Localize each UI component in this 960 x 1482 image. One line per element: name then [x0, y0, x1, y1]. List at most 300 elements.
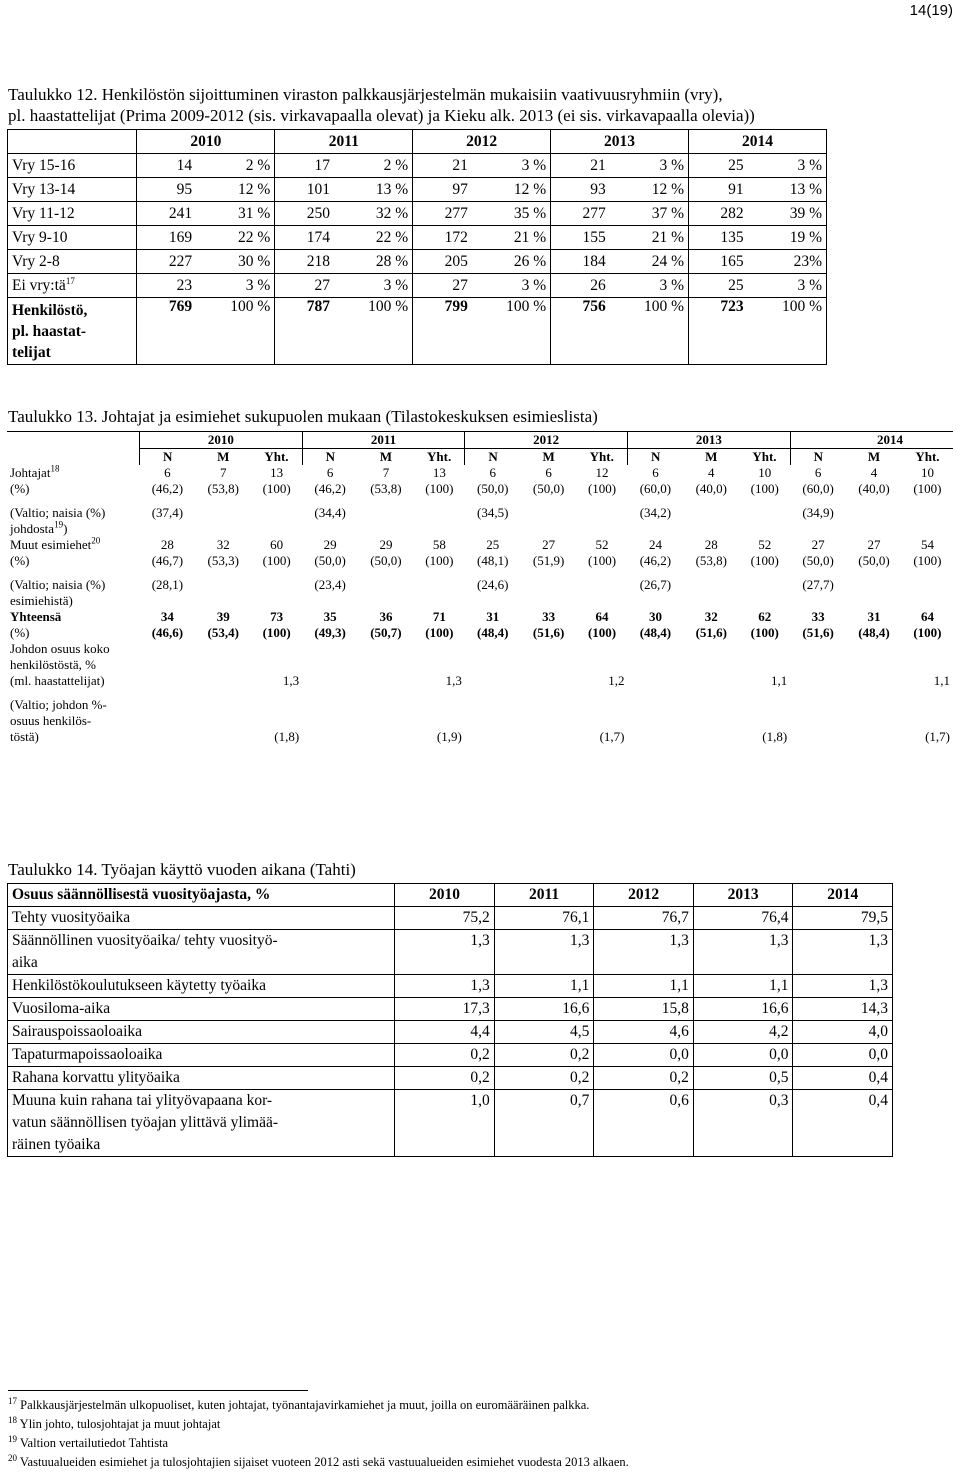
table13-cell — [302, 697, 358, 745]
table13-percent: (48,4) — [477, 625, 509, 640]
table12-cell: 97 — [413, 178, 472, 202]
table13-subhead: N — [465, 449, 521, 466]
row-label-line — [10, 625, 137, 641]
table13-value: (24,6) — [477, 577, 509, 592]
table13-percent: (46,2) — [314, 481, 346, 496]
table14-body — [8, 907, 893, 1157]
table13-value: (1,7) — [599, 729, 625, 744]
table13-cell — [358, 641, 414, 689]
table13-count: 27 — [811, 537, 825, 552]
spacer-cell — [7, 497, 953, 505]
table14-cell: 16,6 — [494, 998, 594, 1021]
table13-cell — [577, 537, 628, 569]
table13-percent: (50,0) — [858, 553, 890, 568]
footnote-number: 17 — [8, 1395, 17, 1406]
table12-cell: 3 % — [472, 274, 551, 298]
row-label-text: johdosta — [10, 521, 55, 536]
table13-cell — [902, 641, 953, 689]
table13-subhead-row — [7, 449, 953, 466]
table13-count: 71 — [432, 609, 446, 624]
table14-cell: 79,5 — [793, 907, 893, 930]
table12-cell: 3 % — [610, 274, 689, 298]
table13-row — [7, 609, 953, 641]
table14-cell: 0,4 — [793, 1067, 893, 1090]
table13-count: 4 — [708, 465, 715, 480]
table12-cell: 32 % — [334, 202, 413, 226]
table12-row — [8, 202, 827, 226]
table13-percent: (100) — [425, 553, 454, 568]
table13-cell — [358, 609, 414, 641]
table12-cell: 25 — [689, 274, 748, 298]
table13-cell — [521, 697, 577, 745]
table12-cell: 100 % — [472, 298, 551, 365]
row-label-line — [10, 481, 137, 497]
table14 — [7, 883, 893, 1157]
table12-cell: 3 % — [196, 274, 275, 298]
spacer-cell — [7, 689, 953, 697]
table13-row-label — [7, 641, 140, 689]
footnote-divider — [8, 1390, 308, 1391]
table13-cell — [846, 505, 902, 537]
table14-row-label: Säännöllinen vuosityöaika/ tehty vuosityö- aika — [8, 930, 395, 975]
table12-cell: 3 % — [334, 274, 413, 298]
table14-cell: 0,2 — [494, 1067, 594, 1090]
table13-cell — [521, 465, 577, 497]
table13-spacer — [7, 569, 953, 577]
table14-cell: 1,3 — [793, 930, 893, 975]
table13-cell — [521, 537, 577, 569]
table13-cell — [628, 505, 684, 537]
table13-count: 39 — [216, 609, 230, 624]
table13-count: 6 — [164, 465, 171, 480]
table13-subhead: N — [302, 449, 358, 466]
table12-cell: 23% — [748, 250, 827, 274]
table14-cell: 76,1 — [494, 907, 594, 930]
table13-year: 2013 — [628, 432, 791, 449]
table12-body — [8, 154, 827, 298]
table13-caption: Taulukko 13. Johtajat ja esimiehet sukupuolen mukaan (Tilastokeskuksen esimieslista) — [8, 407, 598, 426]
table13-cell — [302, 609, 358, 641]
table13-count: 34 — [160, 609, 174, 624]
table12-cell: 135 — [689, 226, 748, 250]
table13-percent: (50,0) — [370, 553, 402, 568]
table13-count: 62 — [758, 609, 772, 624]
total-label-line: pl. haastat- — [12, 323, 87, 340]
table12-cell: 23 — [137, 274, 196, 298]
table12-cell: 39 % — [748, 202, 827, 226]
table14-header-label: Osuus säännöllisestä vuosityöajasta, % — [8, 884, 395, 907]
table13-cell — [251, 697, 302, 745]
table13-percent: (46,6) — [151, 625, 184, 640]
table13-value: (34,9) — [802, 505, 834, 520]
table14-cell: 1,3 — [693, 930, 793, 975]
table12-cell: 12 % — [472, 178, 551, 202]
table13-cell — [790, 577, 846, 609]
table13-count: 32 — [704, 609, 718, 624]
table14-row-label: Tapaturmapoissaoloaika — [8, 1044, 395, 1067]
table13-cell — [683, 641, 739, 689]
table13-count: 6 — [326, 465, 334, 480]
table13-percent: (50,0) — [802, 553, 834, 568]
table13-cell — [739, 465, 790, 497]
table14-row-label: Sairauspoissaoloaika — [8, 1021, 395, 1044]
table12-cell: 35 % — [472, 202, 551, 226]
row-label-text: Johtajat — [10, 465, 51, 480]
table12-cell: 277 — [413, 202, 472, 226]
footnote-19 — [8, 1434, 168, 1452]
row-label-line — [10, 641, 137, 657]
table13-percent: (49,3) — [314, 625, 346, 640]
table12-year: 2011 — [275, 130, 413, 154]
table13-count: 31 — [486, 609, 500, 624]
table13-cell — [414, 505, 465, 537]
table13-count: 6 — [814, 465, 822, 480]
table13-cell — [358, 697, 414, 745]
table14-cell: 0,2 — [494, 1044, 594, 1067]
row-label-text: (%) — [10, 625, 30, 640]
table13-cell — [521, 577, 577, 609]
row-label-text: Vry 11-12 — [12, 204, 75, 222]
table13-percent: (100) — [750, 481, 779, 496]
table12-cell: 165 — [689, 250, 748, 274]
table14-year: 2011 — [494, 884, 594, 907]
table14-cell: 0,2 — [395, 1044, 495, 1067]
table13-cell — [628, 537, 684, 569]
table12-row-label — [8, 154, 137, 178]
table14-cell: 0,7 — [494, 1090, 594, 1157]
table13-cell — [195, 641, 251, 689]
table14-cell: 4,4 — [395, 1021, 495, 1044]
table13-cell — [790, 697, 846, 745]
table13-cell — [195, 505, 251, 537]
table13-value: (37,4) — [151, 505, 184, 520]
table12-header-row — [8, 130, 827, 154]
table13-percent: (51,6) — [695, 625, 727, 640]
table13-cell — [521, 609, 577, 641]
table13-row — [7, 505, 953, 537]
table12-year: 2010 — [137, 130, 275, 154]
table13-cell — [251, 465, 302, 497]
footnote-ref: 17 — [65, 275, 75, 286]
table14-year: 2013 — [693, 884, 793, 907]
table13-count: 54 — [920, 537, 934, 552]
table13-count: 7 — [382, 465, 390, 480]
table13-cell — [846, 465, 902, 497]
table13-count: 52 — [758, 537, 772, 552]
table13-row — [7, 641, 953, 689]
table13-cell — [414, 465, 465, 497]
table13-cell — [251, 537, 302, 569]
table14-row — [8, 1044, 893, 1067]
table12-row — [8, 250, 827, 274]
table13-cell — [302, 465, 358, 497]
table13-cell — [140, 609, 196, 641]
table14-row — [8, 907, 893, 930]
table13-count: 27 — [867, 537, 881, 552]
table13-cell — [577, 505, 628, 537]
table13-cell — [140, 465, 196, 497]
table14-cell: 4,5 — [494, 1021, 594, 1044]
table13-percent: (100) — [750, 625, 779, 640]
table13-row-label — [7, 697, 140, 745]
table13-cell — [739, 505, 790, 537]
table14-row — [8, 1067, 893, 1090]
table13-row-label — [7, 465, 140, 497]
table13-cell — [414, 537, 465, 569]
table12-cell: 100 % — [334, 298, 413, 365]
table12-cell: 93 — [551, 178, 610, 202]
table14-cell: 17,3 — [395, 998, 495, 1021]
table14-cell: 4,0 — [793, 1021, 893, 1044]
table14-row-label: Henkilöstökoulutukseen käytetty työaika — [8, 975, 395, 998]
table13-cell — [846, 609, 902, 641]
table13-cell — [302, 577, 358, 609]
table13 — [7, 431, 953, 745]
table13-subhead: M — [846, 449, 902, 466]
row-label-text: Muut esimiehet — [10, 537, 92, 552]
table13-cell — [465, 465, 521, 497]
row-label-text: Vry 2-8 — [12, 252, 60, 270]
table13-cell — [140, 577, 196, 609]
table14-row — [8, 975, 893, 998]
table14-cell: 1,3 — [793, 975, 893, 998]
total-label-line: Henkilöstö, — [12, 302, 88, 319]
table13-corner — [7, 432, 140, 449]
table13-cell — [465, 537, 521, 569]
table12-caption-line2: pl. haastattelijat (Prima 2009-2012 (sis. virkavapaalla olevat) ja Kieku alk. 2013 (ei sis. virkavapaalla olevia)) — [8, 106, 755, 125]
table12-cell: 26 % — [472, 250, 551, 274]
row-label-text: (Valtio; naisia (%) — [10, 505, 106, 520]
table13-cell — [195, 609, 251, 641]
table13-cell — [846, 537, 902, 569]
table13-count: 25 — [486, 537, 500, 552]
table13-cell — [414, 577, 465, 609]
footnote-text: Valtion vertailutiedot Tahtista — [19, 1436, 169, 1450]
table14-cell: 1,3 — [395, 975, 495, 998]
table13-percent: (50,0) — [314, 553, 346, 568]
table13-spacer — [7, 497, 953, 505]
table13-percent: (40,0) — [695, 481, 727, 496]
table12-cell: 2 % — [196, 154, 275, 178]
table13-value: 1,1 — [770, 673, 788, 688]
table13-value: 1,2 — [608, 673, 625, 688]
page-number: 14(19) — [909, 2, 953, 19]
table13-row — [7, 577, 953, 609]
table12-cell: 95 — [137, 178, 196, 202]
table13-count: 52 — [595, 537, 609, 552]
row-label-line — [10, 553, 137, 569]
table12-cell: 19 % — [748, 226, 827, 250]
row-label-text: (%) — [10, 481, 30, 496]
table13-count: 30 — [648, 609, 662, 624]
table13-cell — [902, 505, 953, 537]
table13-cell — [358, 537, 414, 569]
table13-value: (34,2) — [639, 505, 672, 520]
footnote-20 — [8, 1453, 629, 1471]
table13-count: 6 — [545, 465, 552, 480]
table13-count: 36 — [379, 609, 393, 624]
table13-cell — [465, 609, 521, 641]
table13-count: 13 — [432, 465, 446, 480]
table13-cell — [683, 505, 739, 537]
table13-row — [7, 537, 953, 569]
table12-total-row — [8, 298, 827, 365]
table13-percent: (46,2) — [639, 553, 672, 568]
table12-cell: 277 — [551, 202, 610, 226]
table13-count: 28 — [160, 537, 174, 552]
table13-cell — [577, 465, 628, 497]
table14-cell: 0,2 — [395, 1067, 495, 1090]
table12-cell: 37 % — [610, 202, 689, 226]
table13-year: 2014 — [790, 432, 953, 449]
footnote-ref: 19 — [54, 519, 64, 530]
table13-percent: (100) — [425, 625, 454, 640]
table13-cell — [251, 505, 302, 537]
table13-cell — [902, 609, 953, 641]
table12-cell: 3 % — [748, 274, 827, 298]
table14-cell: 0,0 — [594, 1044, 694, 1067]
row-label-line — [10, 537, 137, 553]
table12-year: 2012 — [413, 130, 551, 154]
table13-value: 1,3 — [445, 673, 462, 688]
table14-cell: 1,1 — [693, 975, 793, 998]
table12-cell: 13 % — [334, 178, 413, 202]
table13-count: 10 — [920, 465, 934, 480]
table13-cell — [739, 609, 790, 641]
table14-year: 2014 — [793, 884, 893, 907]
table13-row-label — [7, 537, 140, 569]
row-label-text: Ei vry:tä — [12, 276, 66, 294]
table13-year: 2010 — [140, 432, 303, 449]
row-label-line — [10, 673, 137, 689]
table13-cell — [195, 465, 251, 497]
table12-cell: 184 — [551, 250, 610, 274]
table13-year-row — [7, 432, 953, 449]
table13-cell — [302, 505, 358, 537]
table12-cell: 169 — [137, 226, 196, 250]
table13-cell — [846, 577, 902, 609]
table13-value: (1,8) — [274, 729, 300, 744]
table12-row — [8, 178, 827, 202]
table12-cell: 28 % — [334, 250, 413, 274]
table12-cell: 769 — [137, 298, 196, 365]
table12-cell: 31 % — [196, 202, 275, 226]
table13-value: (26,7) — [639, 577, 672, 592]
row-label-line — [10, 577, 137, 593]
table12-row-label — [8, 226, 137, 250]
table13-row-label — [7, 505, 140, 537]
table13-value: (1,9) — [436, 729, 462, 744]
table13-cell — [521, 505, 577, 537]
table13-subhead: M — [521, 449, 577, 466]
table13-cell — [251, 577, 302, 609]
table13-cell — [628, 465, 684, 497]
row-label-line — [10, 657, 137, 673]
table13-subhead: Yht. — [414, 449, 465, 466]
table13-cell — [628, 697, 684, 745]
table13-value: (28,1) — [151, 577, 184, 592]
table13-percent: (53,3) — [207, 553, 239, 568]
table13-count: 64 — [920, 609, 934, 624]
table13-cell — [251, 641, 302, 689]
row-label-text: osuus henkilös- — [10, 713, 92, 728]
table13-cell — [683, 577, 739, 609]
table13-percent: (51,6) — [532, 625, 565, 640]
table13-subhead: N — [628, 449, 684, 466]
footnote-number: 19 — [8, 1433, 17, 1444]
row-label-text: (Valtio; naisia (%) — [10, 577, 106, 592]
table12-cell: 13 % — [748, 178, 827, 202]
table14-row — [8, 1021, 893, 1044]
table13-cell — [739, 577, 790, 609]
table13-cell — [790, 465, 846, 497]
table13-cell — [739, 641, 790, 689]
table13-cell — [577, 641, 628, 689]
table12-cell: 799 — [413, 298, 472, 365]
table13-count: 73 — [270, 609, 284, 624]
table12-year: 2014 — [689, 130, 827, 154]
table13-percent: (53,4) — [207, 625, 239, 640]
row-label-line — [10, 697, 137, 713]
table13-count: 12 — [595, 465, 609, 480]
table13-value: (1,8) — [762, 729, 788, 744]
table12-cell: 12 % — [610, 178, 689, 202]
table14-cell: 1,3 — [395, 930, 495, 975]
table13-percent: (50,0) — [477, 481, 509, 496]
table12-cell: 21 % — [472, 226, 551, 250]
row-label-line — [10, 521, 137, 537]
table13-cell — [790, 641, 846, 689]
table12-cell: 3 % — [472, 154, 551, 178]
table13-cell — [846, 697, 902, 745]
row-label-line — [10, 505, 137, 521]
table13-percent: (100) — [587, 481, 617, 496]
row-label-text: Vry 9-10 — [12, 228, 68, 246]
table13-cell — [358, 577, 414, 609]
table13-corner — [7, 449, 140, 466]
table13-percent: (60,0) — [639, 481, 672, 496]
row-label-line — [10, 609, 137, 625]
row-label-text: (ml. haastattelijat) — [10, 673, 105, 688]
table14-cell: 4,2 — [693, 1021, 793, 1044]
table13-row-label — [7, 609, 140, 641]
table14-cell: 0,4 — [793, 1090, 893, 1157]
table14-caption: Taulukko 14. Työajan käyttö vuoden aikana (Tahti) — [8, 860, 356, 879]
table13-subhead: Yht. — [902, 449, 953, 466]
table12-cell: 26 — [551, 274, 610, 298]
table14-cell: 0,6 — [594, 1090, 694, 1157]
row-label-text: (%) — [10, 553, 30, 568]
row-label-line — [10, 465, 137, 481]
table14-cell: 1,0 — [395, 1090, 495, 1157]
table12-cell: 21 % — [610, 226, 689, 250]
table14-cell: 1,1 — [594, 975, 694, 998]
table13-percent: (100) — [425, 481, 454, 496]
table13-count: 31 — [867, 609, 881, 624]
table13-cell — [902, 697, 953, 745]
table13-cell — [358, 465, 414, 497]
table13-percent: (46,2) — [151, 481, 184, 496]
table12-row — [8, 274, 827, 298]
footnote-17 — [8, 1396, 589, 1414]
table12-cell: 155 — [551, 226, 610, 250]
table13-cell — [902, 577, 953, 609]
table14-cell: 0,2 — [594, 1067, 694, 1090]
table13-spacer — [7, 689, 953, 697]
table13-value: (1,7) — [925, 729, 950, 744]
table14-row-label: Rahana korvattu ylityöaika — [8, 1067, 395, 1090]
table13-year: 2012 — [465, 432, 628, 449]
